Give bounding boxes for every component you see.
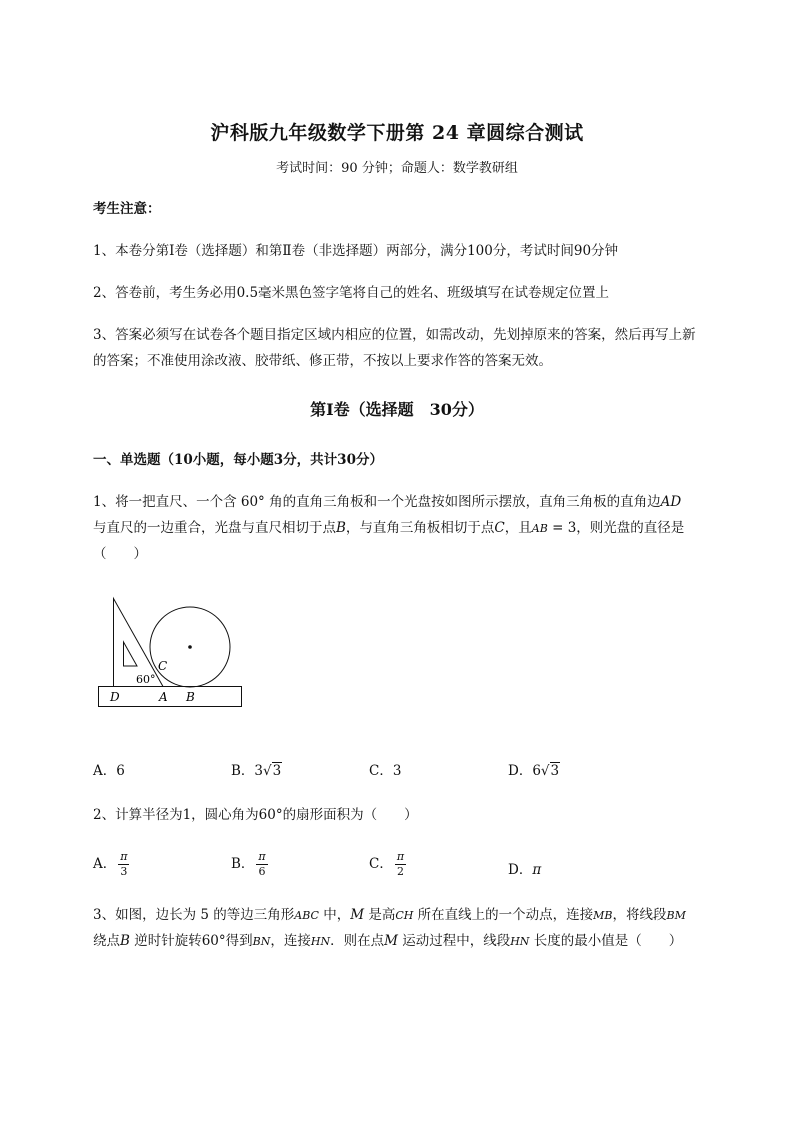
q3-line2: 绕点B 逆时针旋转60°得到BN，连接HN．则在点M 运动过程中，线段HN 长度的最小值是（ ） — [93, 933, 683, 949]
q1-line2: 与直尺的一边重合，光盘与直尺相切于点B，与直角三角板相切于点C，且AB = 3，则光盘的直径是 — [93, 520, 685, 536]
notice-heading: 考生注意： — [93, 201, 161, 217]
notice-item-2: 2、答卷前，考生务必用0.5毫米黑色签字笔将自己的姓名、班级填写在试卷规定位置上 — [93, 285, 610, 301]
q1-line3: （ ） — [93, 546, 147, 562]
fraction: $\frac{\pi}{2}$ — [396, 850, 405, 878]
fraction: $\frac{\pi}{6}$ — [258, 850, 266, 878]
label-b: B — [186, 690, 195, 704]
q1-figure — [90, 590, 250, 715]
notice-item-1: 1、本卷分第Ⅰ卷（选择题）和第Ⅱ卷（非选择题）两部分，满分100分，考试时间90分钟 — [93, 243, 619, 259]
q3-line1: 3、如图，边长为 5 的等边三角形ABC 中，M 是高CH 所在直线上的一个动点，连接MB，将线段BM — [93, 907, 686, 923]
notice-item-3-cont: 的答案；不准使用涂改液、胶带纸、修正带，不按以上要求作答的答案无效。 — [93, 353, 552, 369]
set-square-inner — [124, 642, 138, 666]
label-a: A — [159, 690, 168, 704]
label-d: D — [110, 690, 120, 704]
part-heading: 一、单选题（10小题，每小题3分，共计30分） — [93, 452, 383, 468]
section-title: 第Ⅰ卷（选择题 30分） — [310, 400, 484, 419]
q2-option-a[interactable]: A． $\frac{\pi}{3}$ — [93, 850, 128, 878]
label-angle: 60° — [136, 673, 156, 686]
q2-option-b[interactable]: B． $\frac{\pi}{6}$ — [231, 850, 266, 878]
q1-option-b[interactable]: B．3√3 — [231, 763, 282, 779]
q1-option-d[interactable]: D．6√3 — [508, 763, 560, 779]
q1-option-c[interactable]: C．3 — [369, 763, 402, 779]
fraction: $\frac{\pi}{3}$ — [120, 850, 128, 878]
disc-center — [188, 645, 192, 649]
q2-option-c[interactable]: C． $\frac{\pi}{2}$ — [369, 850, 405, 878]
sqrt-symbol: √ — [263, 763, 272, 779]
q1-option-a[interactable]: A．6 — [93, 763, 125, 779]
q2-option-d[interactable]: D．π — [508, 862, 542, 878]
page-title: 沪科版九年级数学下册第 24 章圆综合测试 — [210, 122, 584, 144]
q2-text: 2、计算半径为1，圆心角为60°的扇形面积为（ ） — [93, 807, 418, 823]
q1-line1: 1、将一把直尺、一个含 60° 角的直角三角板和一个光盘按如图所示摆放，直角三角板的直角边AD — [93, 494, 682, 510]
notice-item-3: 3、答案必须写在试卷各个题目指定区域内相应的位置，如需改动，先划掉原来的答案，然后再写上新 — [93, 327, 696, 343]
label-c: C — [158, 659, 168, 673]
exam-info: 考试时间：90 分钟；命题人：数学教研组 — [276, 161, 518, 176]
ruler — [99, 687, 242, 707]
sqrt-symbol: √ — [540, 763, 550, 779]
